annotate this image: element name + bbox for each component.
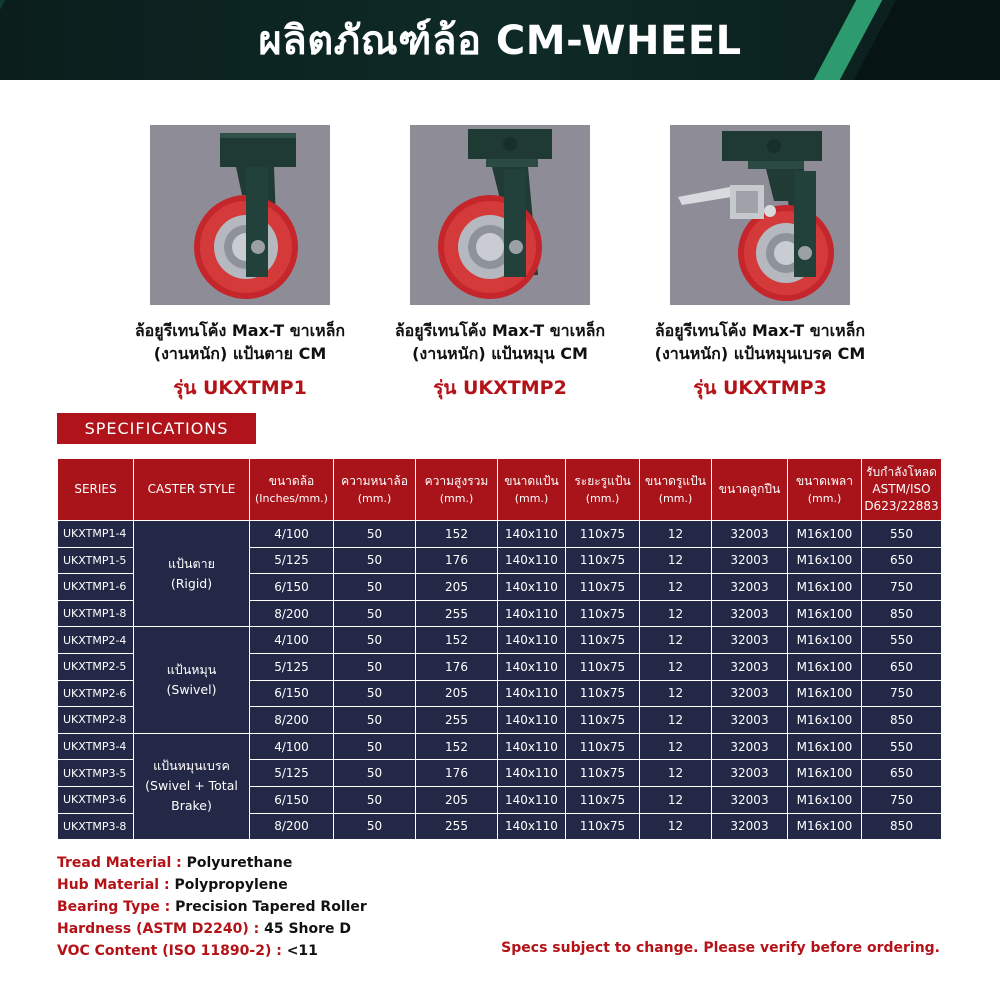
material-key: Hub Material : <box>57 877 175 893</box>
spec-cell: 4/100 <box>250 627 334 654</box>
column-header <box>416 459 498 521</box>
column-header-line: ขนาดรูแป้น <box>645 473 706 488</box>
caster-style-line: แป้นหมุนเบรค <box>153 758 230 774</box>
spec-cell: M16x100 <box>788 521 862 548</box>
material-key: Hardness (ASTM D2240) : <box>57 921 265 937</box>
column-header <box>58 459 134 521</box>
product-desc-line2: (งานหนัก) แป้นหมุนเบรค CM <box>654 344 866 363</box>
spec-cell: 12 <box>640 733 712 760</box>
spec-cell: 12 <box>640 547 712 574</box>
spec-cell: 4/100 <box>250 521 334 548</box>
product-photo-swivel-brake <box>670 125 850 305</box>
specifications-table <box>57 458 942 840</box>
column-header-line: (mm.) <box>807 491 842 505</box>
spec-cell: 110x75 <box>566 680 640 707</box>
brake-caster-image <box>670 125 850 305</box>
spec-cell: 5/125 <box>250 547 334 574</box>
spec-cell: 110x75 <box>566 813 640 840</box>
column-header-line: (mm.) <box>585 491 620 505</box>
column-header-line: (mm.) <box>658 491 693 505</box>
column-header-line: (mm.) <box>357 491 392 505</box>
product-photo-rigid <box>150 125 330 305</box>
spec-cell: 50 <box>334 733 416 760</box>
spec-cell: 205 <box>416 574 498 601</box>
column-header <box>788 459 862 521</box>
column-header-line: D623/22883 <box>864 499 939 513</box>
spec-cell: 140x110 <box>498 627 566 654</box>
column-header <box>250 459 334 521</box>
spec-cell: 12 <box>640 786 712 813</box>
series-cell: UKXTMP1-8 <box>58 600 134 627</box>
spec-cell: 152 <box>416 733 498 760</box>
spec-cell: 32003 <box>712 786 788 813</box>
product-desc-line2: (งานหนัก) แป้นหมุน CM <box>412 344 588 363</box>
specifications-label: SPECIFICATIONS <box>57 413 256 444</box>
column-header <box>712 459 788 521</box>
rigid-caster-image <box>150 125 330 305</box>
column-header-line: ความหนาล้อ <box>341 473 408 488</box>
caster-style-line: (Swivel) <box>166 682 217 698</box>
column-header <box>640 459 712 521</box>
spec-cell: 110x75 <box>566 627 640 654</box>
spec-cell: 152 <box>416 521 498 548</box>
material-value: Precision Tapered Roller <box>175 899 367 915</box>
spec-cell: M16x100 <box>788 574 862 601</box>
material-line <box>57 874 367 896</box>
spec-cell: 12 <box>640 521 712 548</box>
product-model: รุ่น UKXTMP3 <box>693 377 827 399</box>
caster-style-line: Brake) <box>171 798 212 814</box>
caster-style-cell <box>134 521 250 627</box>
spec-cell: 176 <box>416 653 498 680</box>
column-header-line: CASTER STYLE <box>147 482 236 496</box>
spec-cell: 140x110 <box>498 813 566 840</box>
spec-cell: 12 <box>640 653 712 680</box>
material-key: Bearing Type : <box>57 899 176 915</box>
series-cell: UKXTMP2-5 <box>58 653 134 680</box>
spec-cell: 550 <box>862 521 942 548</box>
spec-cell: 650 <box>862 760 942 787</box>
spec-cell: M16x100 <box>788 813 862 840</box>
table-row <box>58 521 942 548</box>
spec-cell: 650 <box>862 653 942 680</box>
spec-cell: 6/150 <box>250 680 334 707</box>
product-description <box>110 319 370 365</box>
spec-cell: 12 <box>640 813 712 840</box>
spec-cell: 32003 <box>712 547 788 574</box>
spec-cell: 750 <box>862 574 942 601</box>
spec-cell: 50 <box>334 521 416 548</box>
series-cell: UKXTMP2-8 <box>58 707 134 734</box>
spec-cell: 32003 <box>712 521 788 548</box>
spec-cell: 110x75 <box>566 600 640 627</box>
spec-cell: 550 <box>862 733 942 760</box>
spec-cell: 140x110 <box>498 653 566 680</box>
spec-cell: M16x100 <box>788 547 862 574</box>
product-card-ukxtmp3 <box>630 125 890 403</box>
column-header-line: SERIES <box>74 482 117 496</box>
spec-cell: 8/200 <box>250 707 334 734</box>
spec-cell: 8/200 <box>250 600 334 627</box>
caster-style-line: แป้นตาย <box>168 555 215 571</box>
spec-cell: 32003 <box>712 574 788 601</box>
spec-cell: M16x100 <box>788 680 862 707</box>
table-header-row <box>58 459 942 521</box>
product-desc-line1: ล้อยูรีเทนโค้ง Max-T ขาเหล็ก <box>134 321 346 340</box>
spec-cell: 12 <box>640 680 712 707</box>
material-value: Polyurethane <box>186 855 293 871</box>
product-desc-line2: (งานหนัก) แป้นตาย CM <box>153 344 327 363</box>
column-header-line: ระยะรูแป้น <box>574 473 631 488</box>
spec-cell: 50 <box>334 574 416 601</box>
material-line <box>57 918 367 940</box>
material-line <box>57 852 367 874</box>
column-header <box>862 459 942 521</box>
table-row <box>58 627 942 654</box>
spec-cell: 140x110 <box>498 521 566 548</box>
caster-style-line: แป้นหมุน <box>166 662 217 678</box>
series-cell: UKXTMP1-5 <box>58 547 134 574</box>
column-header-line: ขนาดล้อ <box>268 473 315 488</box>
caster-style-cell <box>134 733 250 839</box>
spec-cell: 255 <box>416 813 498 840</box>
material-key: VOC Content (ISO 11890-2) : <box>57 943 287 959</box>
spec-cell: 140x110 <box>498 733 566 760</box>
series-cell: UKXTMP3-5 <box>58 760 134 787</box>
spec-cell: 50 <box>334 600 416 627</box>
spec-cell: M16x100 <box>788 760 862 787</box>
spec-cell: 32003 <box>712 653 788 680</box>
series-cell: UKXTMP2-6 <box>58 680 134 707</box>
column-header-line: ASTM/ISO <box>872 482 931 496</box>
spec-cell: 176 <box>416 547 498 574</box>
material-line <box>57 940 367 962</box>
column-header <box>498 459 566 521</box>
material-value: <11 <box>286 943 318 959</box>
spec-cell: 255 <box>416 600 498 627</box>
spec-cell: 12 <box>640 627 712 654</box>
page-header <box>0 0 1000 80</box>
spec-cell: 110x75 <box>566 707 640 734</box>
spec-cell: 152 <box>416 627 498 654</box>
spec-cell: 8/200 <box>250 813 334 840</box>
spec-cell: M16x100 <box>788 733 862 760</box>
series-cell: UKXTMP2-4 <box>58 627 134 654</box>
spec-cell: 32003 <box>712 707 788 734</box>
spec-cell: 205 <box>416 680 498 707</box>
spec-cell: 850 <box>862 600 942 627</box>
series-cell: UKXTMP3-4 <box>58 733 134 760</box>
column-header-line: ขนาดแป้น <box>504 473 559 488</box>
spec-cell: 32003 <box>712 680 788 707</box>
page-title: ผลิตภัณฑ์ล้อ CM-WHEEL <box>258 18 742 64</box>
spec-cell: 110x75 <box>566 653 640 680</box>
spec-cell: 140x110 <box>498 680 566 707</box>
column-header-line: (Inches/mm.) <box>255 491 328 505</box>
material-value: 45 Shore D <box>264 921 352 937</box>
spec-cell: 140x110 <box>498 600 566 627</box>
spec-cell: 50 <box>334 707 416 734</box>
product-photo-swivel <box>410 125 590 305</box>
product-card-ukxtmp2 <box>370 125 630 403</box>
series-cell: UKXTMP3-8 <box>58 813 134 840</box>
spec-cell: 140x110 <box>498 786 566 813</box>
spec-cell: 32003 <box>712 733 788 760</box>
spec-cell: 205 <box>416 786 498 813</box>
spec-cell: 550 <box>862 627 942 654</box>
product-desc-line1: ล้อยูรีเทนโค้ง Max-T ขาเหล็ก <box>654 321 866 340</box>
spec-cell: 50 <box>334 627 416 654</box>
spec-cell: 650 <box>862 547 942 574</box>
material-key: Tread Material : <box>57 855 187 871</box>
spec-cell: 750 <box>862 786 942 813</box>
spec-cell: 12 <box>640 574 712 601</box>
column-header <box>334 459 416 521</box>
spec-cell: 50 <box>334 760 416 787</box>
column-header-line: ขนาดลูกปืน <box>718 482 781 496</box>
spec-cell: 176 <box>416 760 498 787</box>
spec-cell: 850 <box>862 813 942 840</box>
column-header <box>566 459 640 521</box>
column-header-line: (mm.) <box>439 491 474 505</box>
product-model: รุ่น UKXTMP1 <box>173 377 307 399</box>
spec-cell: 6/150 <box>250 574 334 601</box>
series-cell: UKXTMP3-6 <box>58 786 134 813</box>
series-cell: UKXTMP1-4 <box>58 521 134 548</box>
spec-cell: 50 <box>334 653 416 680</box>
column-header-line: รับกำลังโหลด <box>866 465 937 479</box>
disclaimer-note: Specs subject to change. Please verify before ordering. <box>501 940 940 956</box>
spec-cell: 50 <box>334 680 416 707</box>
spec-cell: 32003 <box>712 760 788 787</box>
spec-cell: 850 <box>862 707 942 734</box>
spec-cell: M16x100 <box>788 653 862 680</box>
spec-cell: 32003 <box>712 813 788 840</box>
spec-cell: 50 <box>334 813 416 840</box>
spec-cell: 32003 <box>712 627 788 654</box>
spec-cell: 12 <box>640 707 712 734</box>
table-row <box>58 733 942 760</box>
header-stripe <box>0 0 5 80</box>
column-header-line: ความสูงรวม <box>424 473 489 488</box>
spec-cell: 110x75 <box>566 786 640 813</box>
product-model: รุ่น UKXTMP2 <box>433 377 567 399</box>
spec-cell: M16x100 <box>788 600 862 627</box>
swivel-caster-image <box>410 125 590 305</box>
spec-cell: 140x110 <box>498 760 566 787</box>
spec-cell: M16x100 <box>788 707 862 734</box>
spec-cell: 6/150 <box>250 786 334 813</box>
spec-cell: 50 <box>334 786 416 813</box>
material-value: Polypropylene <box>174 877 288 893</box>
spec-cell: 12 <box>640 760 712 787</box>
spec-cell: 110x75 <box>566 760 640 787</box>
caster-style-line: (Swivel + Total <box>145 778 238 794</box>
column-header-line: ขนาดเพลา <box>795 473 854 488</box>
product-card-ukxtmp1 <box>110 125 370 403</box>
column-header <box>134 459 250 521</box>
product-description <box>370 319 630 365</box>
caster-style-line: (Rigid) <box>170 575 213 591</box>
spec-cell: 140x110 <box>498 574 566 601</box>
spec-cell: 255 <box>416 707 498 734</box>
spec-cell: 110x75 <box>566 574 640 601</box>
spec-cell: 140x110 <box>498 707 566 734</box>
spec-cell: 140x110 <box>498 547 566 574</box>
spec-cell: 5/125 <box>250 653 334 680</box>
spec-cell: 4/100 <box>250 733 334 760</box>
spec-cell: 110x75 <box>566 733 640 760</box>
spec-cell: 110x75 <box>566 521 640 548</box>
spec-cell: 12 <box>640 600 712 627</box>
caster-style-cell <box>134 627 250 733</box>
product-desc-line1: ล้อยูรีเทนโค้ง Max-T ขาเหล็ก <box>394 321 606 340</box>
spec-cell: M16x100 <box>788 786 862 813</box>
product-description <box>630 319 890 365</box>
spec-cell: 5/125 <box>250 760 334 787</box>
series-cell: UKXTMP1-6 <box>58 574 134 601</box>
column-header-line: (mm.) <box>514 491 549 505</box>
spec-cell: 50 <box>334 547 416 574</box>
spec-cell: 750 <box>862 680 942 707</box>
spec-cell: 32003 <box>712 600 788 627</box>
spec-cell: 110x75 <box>566 547 640 574</box>
table-body <box>58 521 942 840</box>
spec-cell: M16x100 <box>788 627 862 654</box>
material-line <box>57 896 367 918</box>
materials-list <box>57 852 367 962</box>
